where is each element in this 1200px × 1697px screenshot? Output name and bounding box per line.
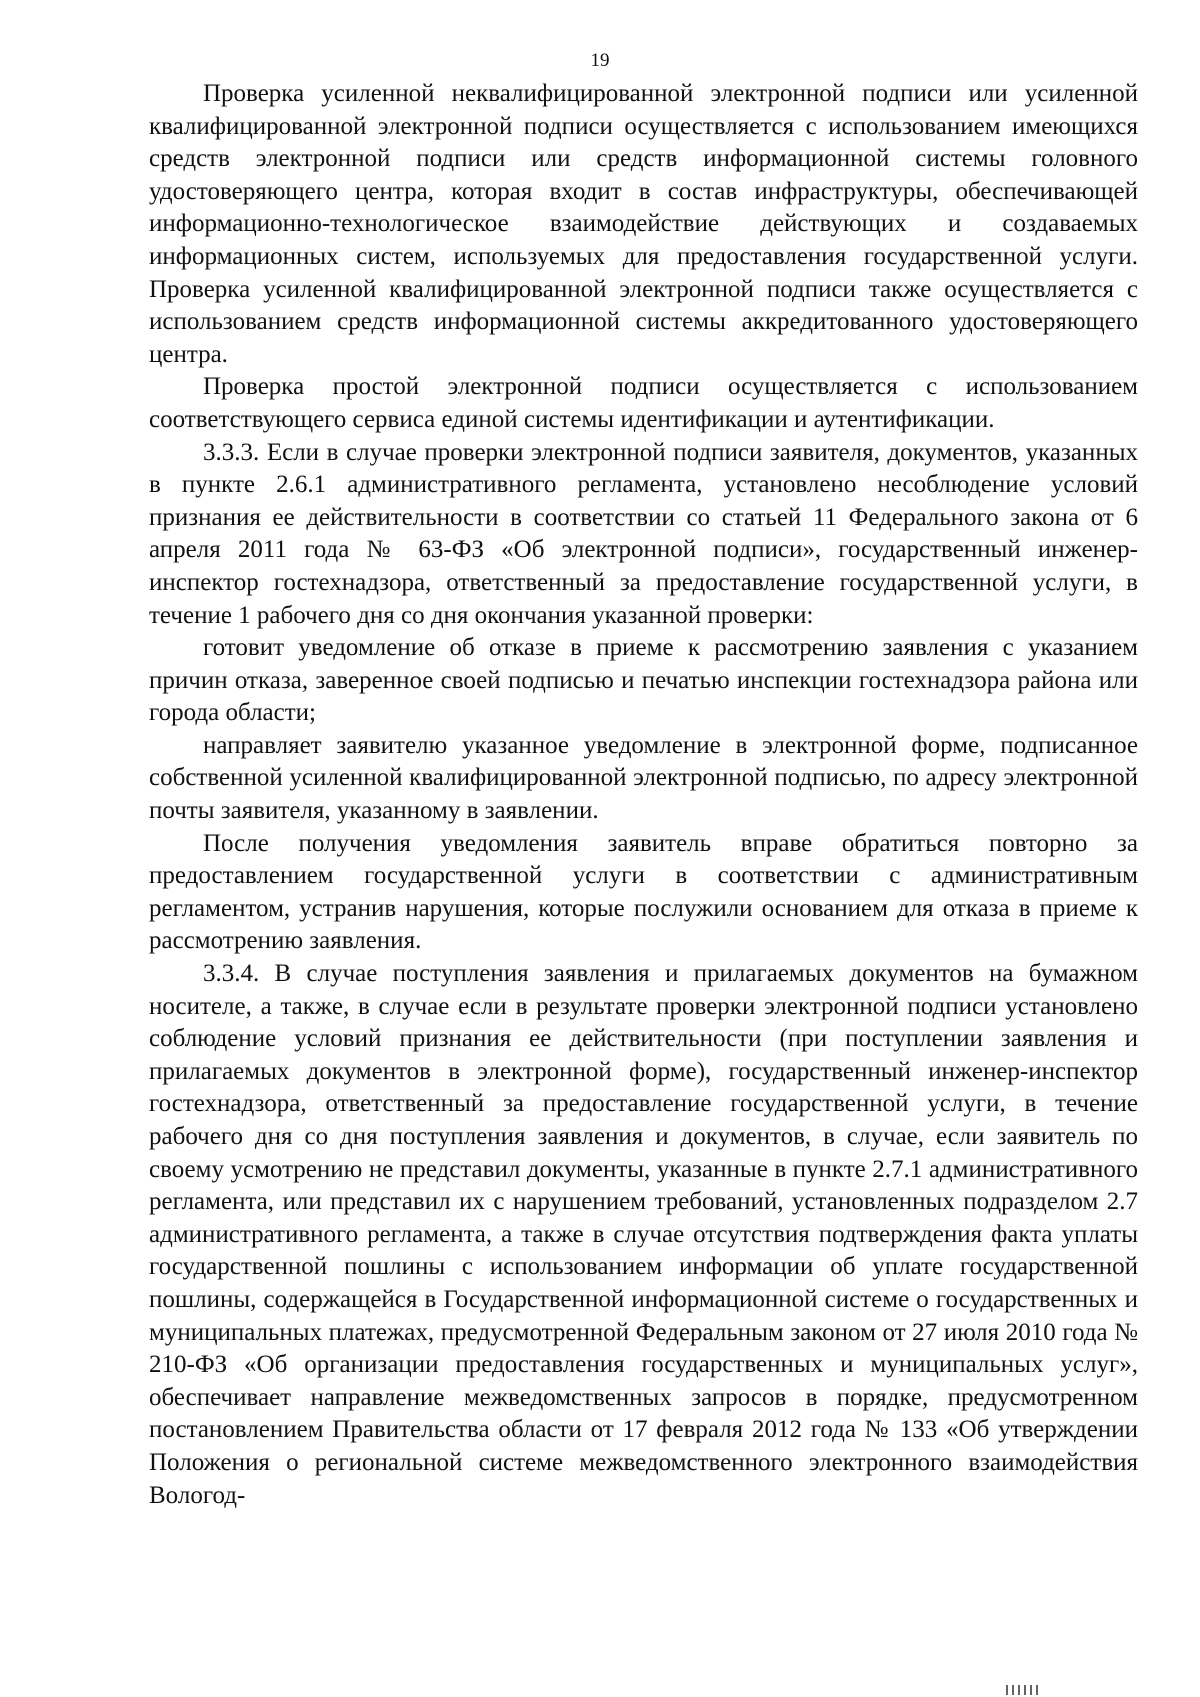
page-number: 19 (590, 50, 610, 71)
document-body (149, 78, 1138, 1512)
paragraph-after-notice: После получения уведомления заявитель вправе обратиться повторно за предоставлением государственной услуги в соответствии с административным регламентом, устранив нарушения, которые послужили основанием для отказа в приеме к рассмотрению заявления. (149, 829, 1138, 955)
paragraph-send-notice: направляет заявителю указанное уведомление в электронной форме, подписанное собственной усиленной квалифицированной электронной подписью, по адресу электронной почты заявителя, указанному в заявлении. (149, 731, 1138, 825)
paragraph-signature-verification: Проверка усиленной неквалифицированной электронной подписи или усиленной квалифицированной электронной подписи осуществляется с использованием имеющихся средств электронной подписи или средств информационной системы головного удостоверяющего центра, которая входит в состав инфраструктуры, обеспечивающей информационно-технологическое взаимодействие действующих и создаваемых информационных систем, используемых для предоставления государственной услуги. Проверка усиленной квалифицированной электронной подписи также осуществляется с использованием средств информационной системы аккредитованного удостоверяющего центра. (149, 80, 1138, 368)
paragraph-simple-signature: Проверка простой электронной подписи осуществляется с использованием соответствующего сервиса единой системы идентификации и аутентификации. (149, 373, 1138, 433)
paragraph-3-3-4: 3.3.4. В случае поступления заявления и прилагаемых документов на бумажном носителе, а также, в случае если в результате проверки электронной подписи установлено соблюдение условий признания ее действительности (при поступлении заявления и прилагаемых документов в электронной форме), государственный инженер-инспектор гостехнадзора, ответственный за предоставление государственной услуги, в течение рабочего дня со дня поступления заявления и документов, в случае, если заявитель по своему усмотрению не представил документы, указанные в пункте 2.7.1 административного регламента, или представил их с нарушением требований, установленных подразделом 2.7 административного регламента, а также в случае отсутствия подтверждения факта уплаты государственной пошлины с использованием информации об уплате государственной пошлины, содержащейся в Государственной информационной системе о государственных и муниципальных платежах, предусмотренной Федеральным законом от 27 июля 2010 года № 210-ФЗ «Об организации предоставления государственных и муниципальных услуг», обеспечивает направление межведомственных запросов в порядке, предусмотренном постановлением Правительства области от 17 февраля 2012 года № 133 «Об утверждении Положения о региональной системе межведомственного электронного взаимодействия Вологод- (149, 960, 1138, 1509)
scan-barcode-mark (1006, 1685, 1040, 1695)
paragraph-3-3-3: 3.3.3. Если в случае проверки электронной подписи заявителя, документов, указанных в пункте 2.6.1 административного регламента, установлено несоблюдение условий признания ее действительности в соответствии со статьей 11 Федерального закона от 6 апреля 2011 года № 63-ФЗ «Об электронной подписи», государственный инженер-инспектор гостехнадзора, ответственный за предоставление государственной услуги, в течение 1 рабочего дня со дня окончания указанной проверки: (149, 438, 1138, 629)
paragraph-prepare-notice: готовит уведомление об отказе в приеме к рассмотрению заявления с указанием причин отказа, заверенное своей подписью и печатью инспекции гостехнадзора района или города области; (149, 634, 1138, 727)
